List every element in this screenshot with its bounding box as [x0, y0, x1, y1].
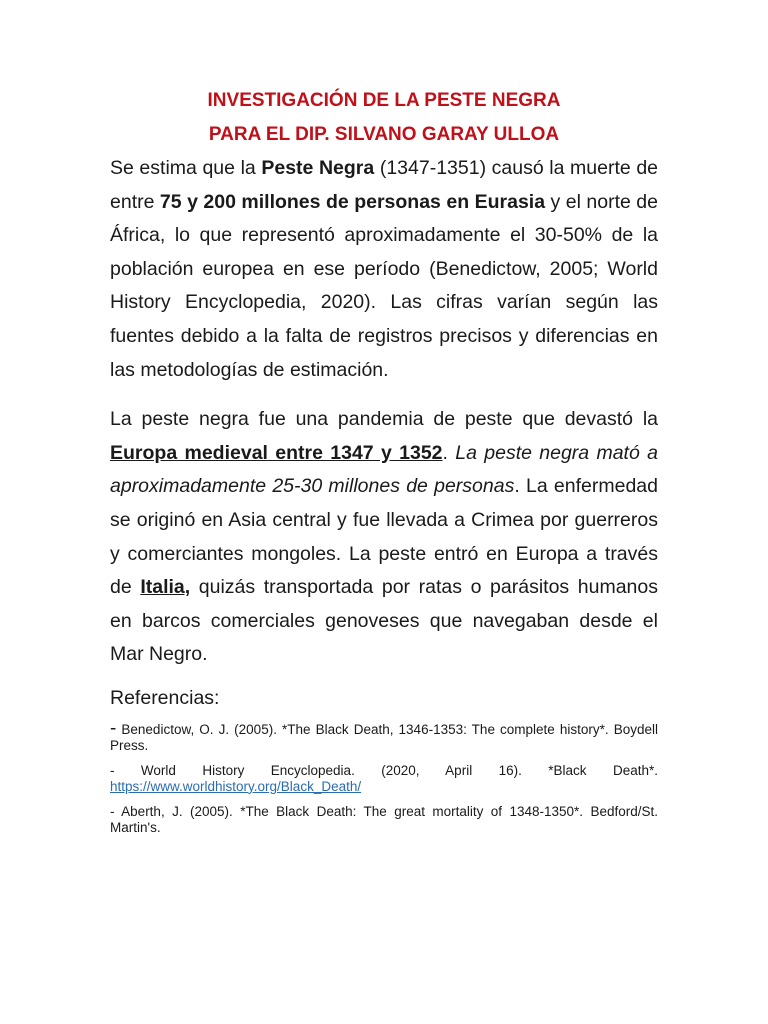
europa-medieval-underlined: Europa medieval entre 1347 y 1352 [110, 441, 443, 464]
reference-dash: - [110, 762, 115, 778]
reference-item [110, 804, 658, 836]
document-title-line-1: INVESTIGACIÓN DE LA PESTE NEGRA [207, 90, 561, 111]
death-range-bold: 75 y 200 millones de personas en Eurasia [159, 190, 546, 213]
reference-text: Benedictow, O. J. (2005). *The Black Death, 1346-1353: The complete history*. Boydell Press. [110, 721, 658, 753]
mortality-italic: La peste negra mató a aproximadamente 25-30 millones de personas [110, 441, 658, 498]
paragraph-2-text-4: quizás transportada por ratas o parásitos humanos en barcos comerciales genoveses que navegaban desde el Mar Negro. [110, 576, 658, 666]
paragraph-1-text-2: (1347-1351) causó la muerte de entre [110, 157, 659, 213]
paragraph-2-text-1: La peste negra fue una pandemia de peste que devastó la [110, 408, 658, 431]
peste-negra-bold: Peste Negra [261, 157, 375, 179]
paragraph-pandemic-history [110, 403, 658, 672]
reference-text: Aberth, J. (2005). *The Black Death: The great mortality of 1348-1350*. Bedford/St. Martin's. [110, 803, 658, 835]
paragraph-2-text-2: . [442, 441, 456, 464]
reference-dash: - [110, 717, 117, 739]
paragraph-2-text-3: . La enfermedad se originó en Asia central y fue llevada a Crimea por guerreros y comerciantes mongoles. La peste entró en Europa a través de [110, 475, 658, 599]
italia-underlined: Italia, [140, 576, 191, 599]
reference-text: World History Encyclopedia. (2020, April 16). *Black Death*. [114, 762, 658, 778]
paragraph-1-text-1: Se estima que la [110, 157, 262, 179]
references-heading: Referencias: [110, 686, 220, 709]
paragraph-1-text-3: y el norte de África, lo que representó aproximadamente el 30-50% de la población europea en ese período (Benedictow, 2005; World History Encyclopedia, 2020). Las cifras varían según las fuentes debido a la falta de registros precisos y diferencias en las metodologías de estimación. [110, 190, 658, 381]
paragraph-death-toll [110, 152, 658, 387]
reference-item [110, 763, 658, 795]
document-page [110, 84, 658, 845]
reference-item [110, 717, 658, 754]
document-title-line-2: PARA EL DIP. SILVANO GARAY ULLOA [208, 124, 560, 145]
reference-dash: - [110, 803, 115, 819]
reference-link[interactable]: https://www.worldhistory.org/Black_Death/ [110, 778, 362, 794]
